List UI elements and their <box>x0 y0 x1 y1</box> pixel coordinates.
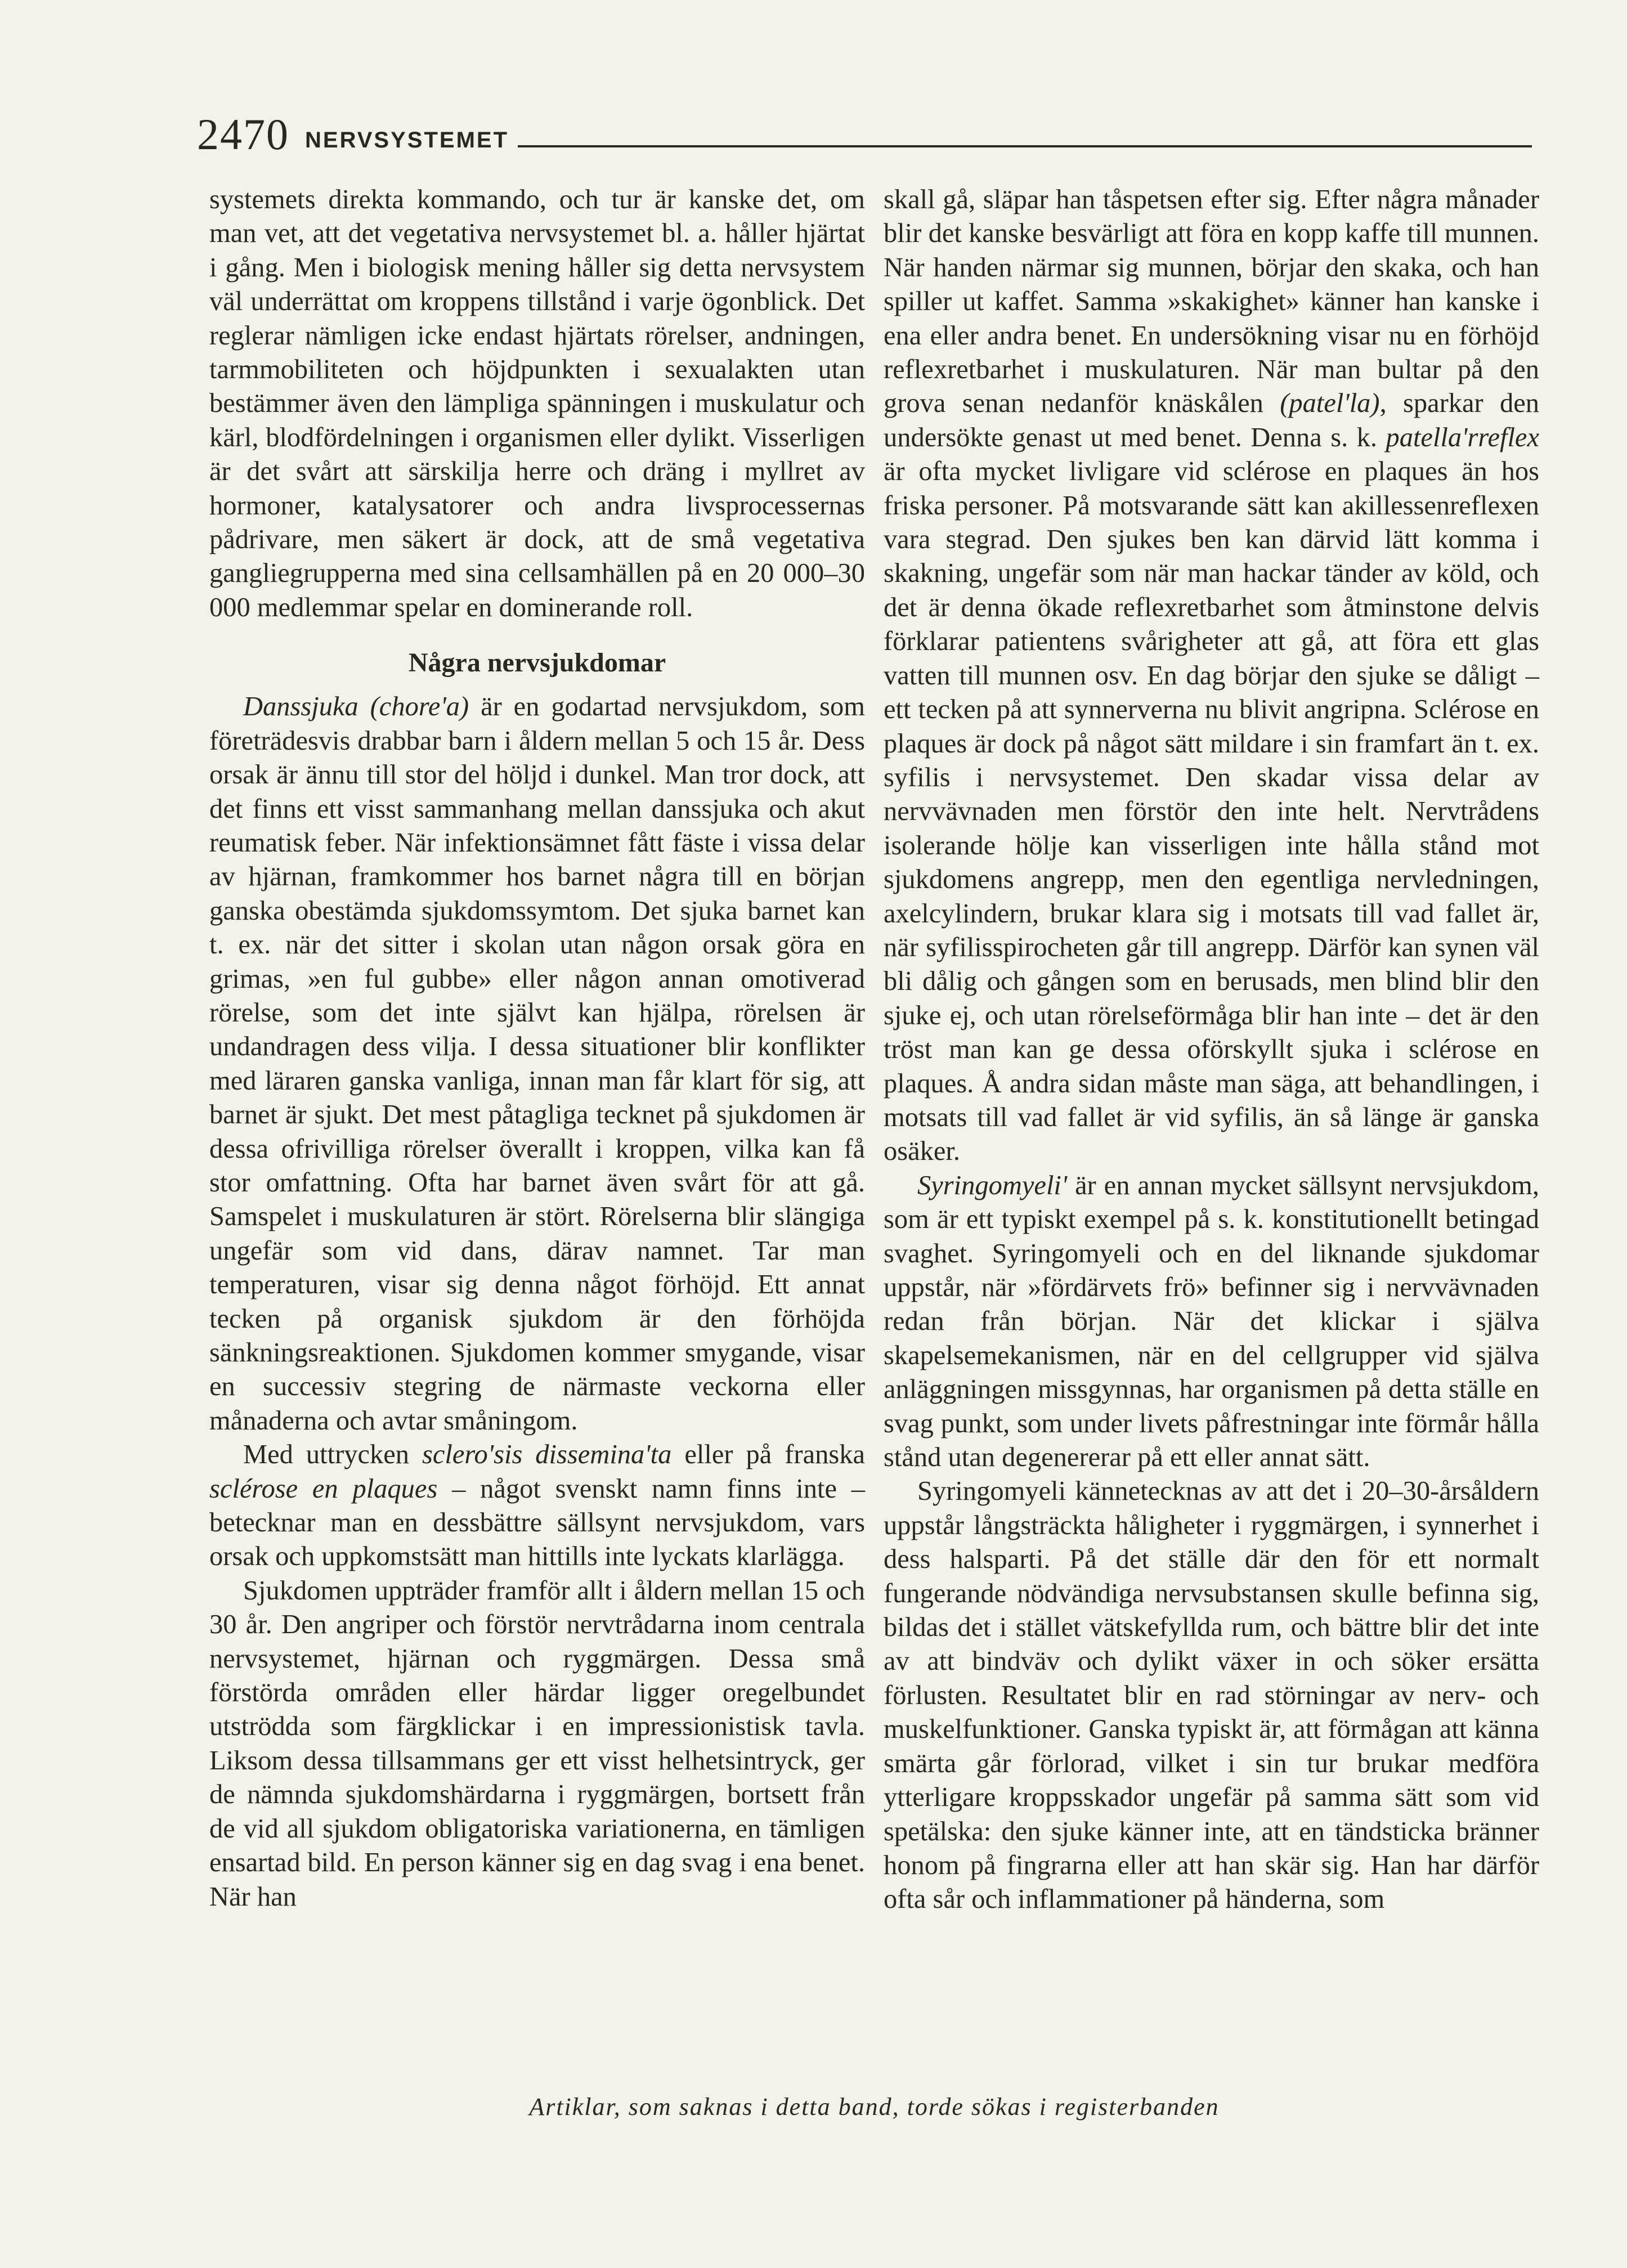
page-header <box>197 110 1532 159</box>
paragraph <box>209 690 865 1438</box>
paragraph <box>884 1169 1539 1475</box>
paragraph-text: är en annan mycket sällsynt nervsjukdom, som är ett typiskt exempel på s. k. konstitutionellt betingad svaghet. Syringomyeli och en del liknande sjukdomar uppstår, när »fördärvets frö» befinner sig i nervvävnaden redan från början. När det klickar i själva skapelsemekanismen, när en del cellgrupper vid själva anläggningen missgynnas, har organismen på detta ställe en svag punkt, som under livets påfrestningar inte förmår hålla stånd utan degenererar på ett eller annat sätt. <box>884 1170 1539 1473</box>
term: Danssjuka (chore'a) <box>243 692 469 722</box>
paragraph: Sjukdomen uppträder framför allt i åldern mellan 15 och 30 år. Den angriper och förstör nervtrådarna inom centrala nervsystemet, hjärnan och ryggmärgen. Dessa små förstörda områden eller härdar ligger oregelbundet utströdda som färgklickar i en impressionistisk tavla. Liksom dessa tillsammans ger ett visst helhetsintryck, ger de nämnda sjukdomshärdarna i ryggmärgen, bortsett från de vid all sjukdom obligatoriska variationerna, en tämligen ensartad bild. En person känner sig en dag svag i ena benet. När han <box>209 1575 865 1912</box>
paragraph-text: skall gå, släpar han tåspetsen efter sig. Efter några månader blir det kanske besvärligt att föra en kopp kaffe till munnen. När handen närmar sig munnen, börjar den skaka, och han spiller ut kaffet. Samma »skakighet» känner han kanske i ena eller andra benet. En undersökning visar nu en förhöjd reflexretbarhet i muskulaturen. När man bultar på den grova senan nedanför knäskålen <box>884 185 1539 419</box>
term: (patel'la) <box>1280 388 1380 419</box>
paragraph <box>884 183 1539 1169</box>
paragraph-text: är ofta mycket livligare vid sclérose en plaques än hos friska personer. På motsvarande sätt kan akillessenreflexen vara stegrad. Den sjukes ben kan därvid lätt komma i skakning, ungefär som när man hackar tänder av köld, och det är denna ökade reflexretbarhet som åtminstone delvis förklarar patientens svårigheter att gå, att föra ett glas vatten till munnen osv. En dag börjar den sjuke se dåligt – ett tecken på att synnerverna nu blivit angripna. Sclérose en plaques är dock på något sätt mildare i sin framfart än t. ex. syfilis i nervsystemet. Den skadar vissa delar av nervvävnaden men förstör den inte helt. Nervtrådens isolerande hölje kan visserligen inte hålla stånd mot sjukdomens angrepp, men den egentliga nervledningen, axelcylindern, brukar klara sig i motsats till vad fallet är, när syfilisspirocheten går till angrepp. Därför kan synen väl bli dålig och gången som en berusads, men blind blir den sjuke ej, och utan rörelseförmåga blir han inte – det är den tröst man kan ge dessa oförskyllt sjuka i sclérose en plaques. Å andra sidan måste man säga, att behandlingen, i motsats till vad fallet är vid syfilis, än så länge är ganska osäker. <box>884 456 1539 1167</box>
paragraph-text: är en godartad nervsjukdom, som företrädesvis drabbar barn i åldern mellan 5 och 15 år. Dess orsak är ännu till stor del höljd i dunkel. Man tror dock, att det finns ett visst sammanhang mellan danssjuka och akut reumatisk feber. När infektionsämnet fått fäste i vissa delar av hjärnan, framkommer hos barnet några till en början ganska obestämda sjukdomssymtom. Det sjuka barnet kan t. ex. när det sitter i skolan utan någon orsak göra en grimas, »en ful gubbe» eller någon annan omotiverad rörelse, som det inte självt kan hjälpa, rörelsen är undandragen dess vilja. I dessa situationer blir konflikter med läraren ganska vanliga, innan man får klart för sig, att barnet är sjukt. Det mest påtagliga tecknet på sjukdomen är dessa ofrivilliga rörelser överallt i kroppen, vilka kan få stor omfattning. Ofta har barnet även svårt för att gå. Samspelet i muskulaturen är stört. Rörelserna blir slängiga ungefär som vid dans, därav namnet. Tar man temperaturen, visar sig denna något förhöjd. Ett annat tecken på organisk sjukdom är den förhöjda sänkningsreaktionen. Sjukdomen kommer smygande, visar en successiv stegring de närmaste veckorna eller månaderna och avtar småningom. <box>209 692 866 1436</box>
paragraph-text: , sparkar den undersökte genast ut med benet. Denna s. k. <box>884 388 1540 452</box>
term: Syringomyeli' <box>917 1170 1068 1200</box>
section-heading: Några nervsjukdomar <box>408 648 666 678</box>
paragraph-text: – något svenskt namn finns inte – betecknar man en dessbättre sällsynt nervsjukdom, vars orsak och uppkomstsätt man hittills inte lyckats klarlägga. <box>209 1473 866 1572</box>
paragraph-text: eller på franska <box>671 1440 866 1470</box>
term: sclérose en plaques <box>209 1473 438 1504</box>
left-column <box>209 183 865 1914</box>
term: sclero'sis dissemina'ta <box>422 1440 672 1470</box>
header-rule <box>518 145 1532 147</box>
footer-note: Artiklar, som saknas i detta band, torde sökas i registerbanden <box>529 2093 1220 2121</box>
paragraph <box>209 1438 865 1574</box>
right-column <box>884 183 1539 1917</box>
term: patella'rreflex <box>1386 422 1539 452</box>
page-number: 2470 <box>197 110 289 159</box>
running-head: NERVSYSTEMET <box>305 128 509 153</box>
paragraph: systemets direkta kommando, och tur är kanske det, om man vet, att det vegetativa nervsystemet bl. a. håller hjärtat i gång. Men i biologisk mening håller sig detta nervsystem väl underrättat om kroppens tillstånd i varje ögonblick. Det reglerar nämligen icke endast hjärtats rörelser, andningen, tarmmobiliteten och höjdpunkten i sexualakten utan bestämmer även den lämpliga spänningen i muskulatur och kärl, blodfördelningen i organismen eller dylikt. Visserligen är det svårt att särskilja herre och dräng i myllret av hormoner, katalysatorer och andra livsprocessernas pådrivare, men säkert är dock, att de små vegetativa gangliegrupperna med sina cellsamhällen på en 20 000–30 000 medlemmar spelar en dominerande roll. <box>209 185 865 622</box>
paragraph-text: Med uttrycken <box>243 1440 423 1470</box>
paragraph: Syringomyeli kännetecknas av att det i 20–30-årsåldern uppstår långsträckta håligheter i ryggmärgen, i synnerhet i dess halsparti. På det ställe där den för ett normalt fungerande nödvändiga nervsubstansen skulle befinna sig, bildas det i stället vätskefyllda rum, och bättre blir det inte av att bindväv och dylikt växer in och söker ersätta förlusten. Resultatet blir en rad störningar av nerv- och muskelfunktioner. Ganska typiskt är, att förmågan att känna smärta går förlorad, vilket i sin tur brukar medföra ytterligare kroppsskador ungefär på samma sätt som vid spetälska: den sjuke känner inte, att en tändsticka bränner honom på fingrarna eller att han skär sig. Han har därför ofta sår och inflammationer på händerna, som <box>884 1476 1539 1915</box>
